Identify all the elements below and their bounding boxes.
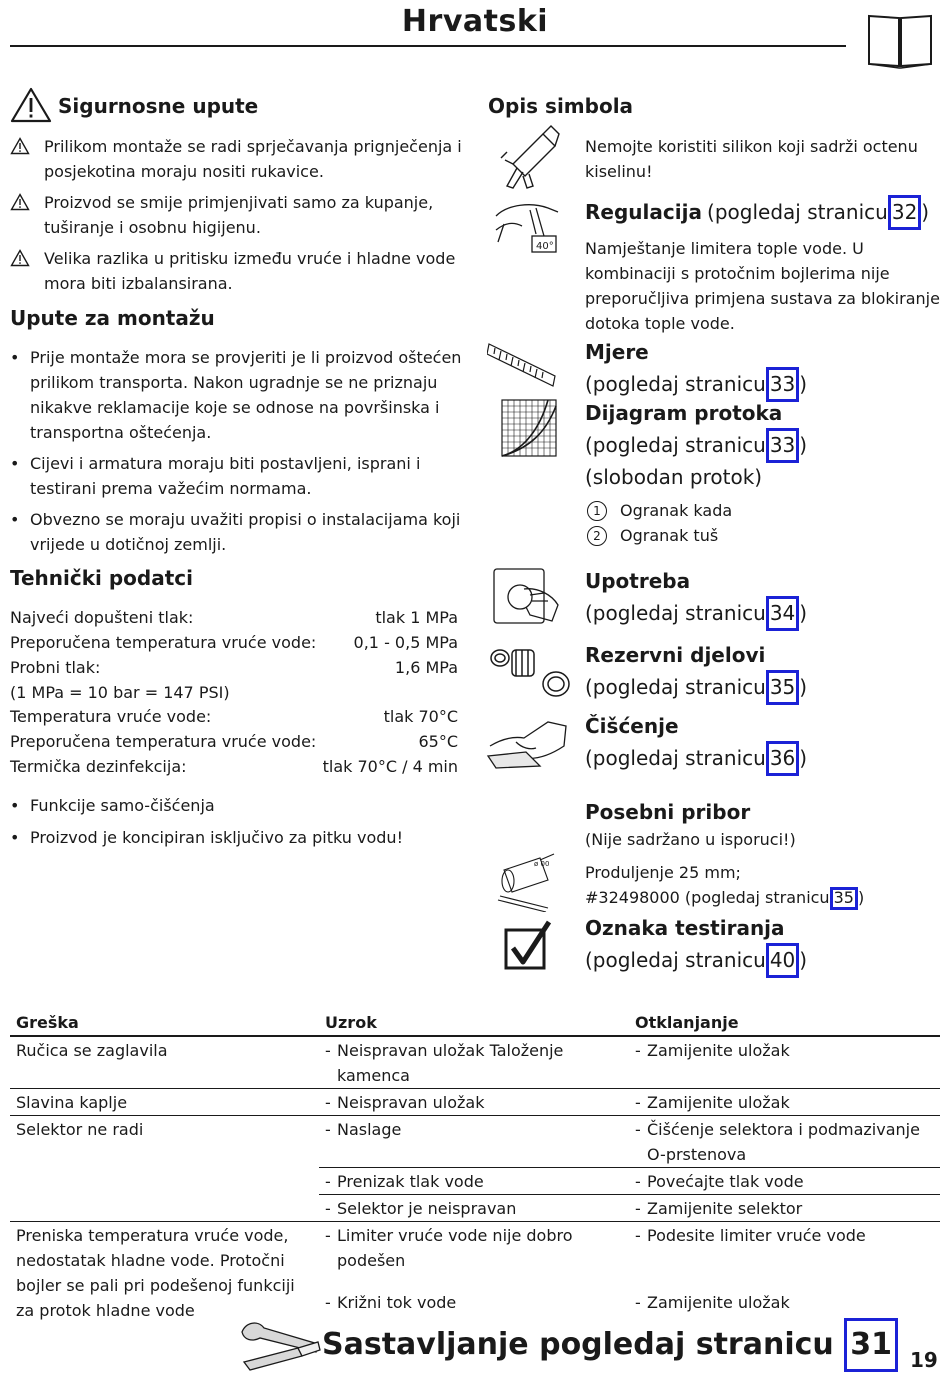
table-row bbox=[10, 1195, 940, 1222]
mounting-heading: Upute za montažu bbox=[10, 306, 215, 330]
cause-text: Prenizak tlak vode bbox=[337, 1172, 484, 1191]
tech-bullet bbox=[10, 825, 465, 850]
spec-value: 0,1 - 0,5 MPa bbox=[353, 633, 458, 652]
mounting-text: Cijevi i armatura moraju biti postavljeni, isprani i testirani prema važećim normama. bbox=[30, 454, 421, 498]
spec-value: tlak 1 MPa bbox=[375, 608, 458, 627]
paren: ) bbox=[799, 372, 808, 396]
fix-text: Zamijenite selektor bbox=[647, 1199, 803, 1218]
warning-small-icon bbox=[10, 190, 44, 240]
safety-heading: Sigurnosne upute bbox=[58, 94, 259, 118]
cause-text: Neispravan uložak bbox=[337, 1093, 485, 1112]
table-row bbox=[10, 1089, 940, 1116]
error-cell: Slavina kaplje bbox=[10, 1089, 319, 1116]
fix-text: Podesite limiter vruće vode bbox=[647, 1226, 866, 1245]
error-cell bbox=[10, 1195, 319, 1222]
error-cell: Selektor ne radi bbox=[10, 1116, 319, 1168]
table-row bbox=[10, 1116, 940, 1168]
table-row bbox=[10, 1036, 940, 1089]
bullet: • bbox=[10, 348, 20, 367]
bullet: • bbox=[10, 510, 20, 529]
branch-label: Ogranak tuš bbox=[620, 526, 719, 545]
spec-label: Preporučena temperatura vruće vode: bbox=[10, 732, 317, 751]
spec-value: tlak 70°C / 4 min bbox=[322, 757, 458, 776]
spec-row bbox=[10, 655, 458, 680]
paren: ) bbox=[799, 601, 808, 625]
page-ref-link[interactable]: 35 bbox=[830, 887, 858, 910]
fix-cell: - Čišćenje selektora i podmazivanje O-prstenova bbox=[629, 1116, 940, 1168]
usage-title: Upotreba bbox=[585, 569, 691, 593]
paren: ) bbox=[799, 433, 808, 457]
error-cell: Preniska temperatura vruće vode, nedostatak hladne vode. Protočni bojler se pali pri podešenoj funkciji za protok hladne vode bbox=[10, 1222, 319, 1324]
regulation-description: Namještanje limitera tople vode. U kombinaciji s protočnim bojlerima nije preporučljiva primjena sustava za blokiranje dotoka tople vode. bbox=[585, 239, 940, 333]
ruler-icon bbox=[487, 340, 557, 394]
mounting-item bbox=[10, 451, 465, 501]
warning-small-icon bbox=[10, 134, 44, 184]
mounting-text: Obvezno se moraju uvažiti propisi o instalacijama koji vrijede u dotičnoj zemlji. bbox=[30, 510, 461, 554]
bullet: • bbox=[10, 828, 20, 847]
spec-row bbox=[10, 704, 458, 729]
safety-item bbox=[10, 134, 465, 184]
usage-block bbox=[585, 567, 807, 631]
cleaning-title: Čišćenje bbox=[585, 714, 679, 738]
mounting-item bbox=[10, 345, 465, 445]
circled-number: 1 bbox=[587, 501, 607, 521]
cleaning-block bbox=[585, 712, 807, 776]
error-cell: Ručica se zaglavila bbox=[16, 1041, 168, 1060]
cause-cell: - Limiter vruće vode nije dobro podešen bbox=[319, 1222, 629, 1289]
safety-text: Prilikom montaže se radi sprječavanja prignječenja i posjekotina moraju nositi rukavice. bbox=[44, 137, 462, 181]
title-rule bbox=[10, 45, 846, 47]
flow-ref: (pogledaj stranicu bbox=[585, 433, 766, 457]
display-value: 40° bbox=[536, 241, 554, 252]
dimensions-title: Mjere bbox=[585, 340, 649, 364]
branch-label: Ogranak kada bbox=[620, 501, 733, 520]
flow-note: (slobodan protok) bbox=[585, 465, 763, 489]
cause-text: Selektor je neispravan bbox=[337, 1199, 517, 1218]
paren: ) bbox=[799, 948, 808, 972]
cause-text: Limiter vruće vode nije dobro podešen bbox=[337, 1226, 573, 1270]
table-header-row bbox=[10, 1010, 940, 1036]
page-ref-link[interactable]: 31 bbox=[844, 1318, 898, 1372]
cause-text: Neispravan uložak Taloženje kamenca bbox=[337, 1041, 564, 1085]
spec-label: Preporučena temperatura vruće vode: bbox=[10, 633, 317, 652]
page-ref-link[interactable]: 33 bbox=[766, 428, 799, 463]
spec-value: 1,6 MPa bbox=[394, 658, 458, 677]
tech-bullet-text: Proizvod je koncipiran isključivo za pitku vodu! bbox=[30, 828, 403, 847]
page-ref-link[interactable]: 36 bbox=[766, 741, 799, 776]
safety-item bbox=[10, 190, 465, 240]
cause-cell: - Neispravan uložak Taloženje kamenca bbox=[319, 1036, 629, 1089]
test-block bbox=[585, 914, 807, 978]
accessory-line2: #32498000 (pogledaj stranicu bbox=[585, 888, 830, 907]
spec-label: Termička dezinfekcija: bbox=[10, 757, 187, 776]
spare-ref: (pogledaj stranicu bbox=[585, 675, 766, 699]
cause-cell: - Selektor je neispravan bbox=[319, 1195, 629, 1222]
fix-cell: - Zamijenite uložak bbox=[629, 1089, 940, 1116]
regulation-ref: (pogledaj stranicu bbox=[707, 200, 888, 224]
paren: ) bbox=[799, 746, 808, 770]
flow-block bbox=[585, 399, 807, 492]
safety-text: Velika razlika u pritisku između vruće i hladne vode mora biti izbalansirana. bbox=[44, 249, 456, 293]
accessory-title: Posebni pribor bbox=[585, 800, 751, 824]
footer-text: Sastavljanje pogledaj stranicu bbox=[322, 1327, 834, 1362]
tech-heading: Tehnički podatci bbox=[10, 566, 193, 590]
troubleshooting-table bbox=[10, 1010, 940, 1323]
silicone-text: Nemojte koristiti silikon koji sadrži octenu kiselinu! bbox=[585, 137, 918, 181]
cause-cell: - Križni tok vode bbox=[319, 1289, 629, 1323]
test-ref: (pogledaj stranicu bbox=[585, 948, 766, 972]
test-title: Oznaka testiranja bbox=[585, 916, 785, 940]
tools-icon bbox=[238, 1318, 322, 1374]
table-row bbox=[10, 1222, 940, 1289]
checkmark-icon bbox=[503, 920, 553, 972]
accessory-line1: Produljenje 25 mm; bbox=[585, 863, 741, 882]
extension-label: ø 00 bbox=[534, 860, 550, 868]
fix-cell: - Povećajte tlak vode bbox=[629, 1168, 940, 1195]
fix-cell: - Zamijenite uložak bbox=[629, 1289, 940, 1323]
fix-cell: - Zamijenite uložak bbox=[629, 1036, 940, 1089]
regulation-title-line bbox=[585, 195, 929, 230]
spare-block bbox=[585, 641, 807, 705]
spec-row bbox=[10, 605, 458, 630]
table-row bbox=[10, 1168, 940, 1195]
page-ref-link[interactable]: 35 bbox=[766, 670, 799, 705]
page-ref-link[interactable]: 40 bbox=[766, 943, 799, 978]
flow-title: Dijagram protoka bbox=[585, 401, 783, 425]
fix-text: Povećajte tlak vode bbox=[647, 1172, 804, 1191]
safety-text: Proizvod se smije primjenjivati samo za kupanje, tuširanje i osobnu higijenu. bbox=[44, 193, 434, 237]
regulation-icon bbox=[492, 196, 564, 258]
spec-row bbox=[10, 680, 458, 705]
tech-bullet bbox=[10, 793, 465, 818]
spec-label: (1 MPa = 10 bar = 147 PSI) bbox=[10, 683, 230, 702]
tech-bullet-text: Funkcije samo-čišćenja bbox=[30, 796, 215, 815]
paren: ) bbox=[799, 675, 808, 699]
fix-text: Zamijenite uložak bbox=[647, 1041, 790, 1060]
fix-text: Čišćenje selektora i podmazivanje O-prstenova bbox=[647, 1120, 920, 1164]
accessory-block bbox=[585, 798, 864, 910]
spec-value: tlak 70°C bbox=[383, 707, 458, 726]
book-icon bbox=[866, 14, 934, 70]
bullet: • bbox=[10, 454, 20, 473]
usage-hand-icon bbox=[490, 565, 562, 627]
spec-label: Temperatura vruće vode: bbox=[10, 707, 212, 726]
spare-title: Rezervni djelovi bbox=[585, 643, 766, 667]
header-fix: Otklanjanje bbox=[629, 1010, 940, 1036]
regulation-title: Regulacija bbox=[585, 200, 702, 224]
fix-cell: - Zamijenite selektor bbox=[629, 1195, 940, 1222]
paren: ) bbox=[857, 888, 865, 907]
footer-title bbox=[322, 1318, 898, 1372]
warning-small-icon bbox=[10, 246, 44, 296]
spec-label: Probni tlak: bbox=[10, 658, 101, 677]
cause-text: Naslage bbox=[337, 1120, 402, 1139]
cause-cell: - Naslage bbox=[319, 1116, 629, 1168]
warning-icon bbox=[10, 87, 52, 123]
usage-ref: (pogledaj stranicu bbox=[585, 601, 766, 625]
extension-part-icon bbox=[494, 850, 564, 912]
header-error: Greška bbox=[10, 1010, 319, 1036]
page-ref-link[interactable]: 32 bbox=[888, 195, 921, 230]
spec-label: Najveći dopušteni tlak: bbox=[10, 608, 194, 627]
branch-item bbox=[587, 523, 718, 548]
header-cause: Uzrok bbox=[319, 1010, 629, 1036]
silicone-gun-icon bbox=[495, 124, 565, 192]
paren: ) bbox=[921, 200, 930, 224]
cause-cell: - Neispravan uložak bbox=[319, 1089, 629, 1116]
fix-cell: - Podesite limiter vruće vode bbox=[629, 1222, 940, 1289]
spec-row bbox=[10, 754, 458, 779]
spare-parts-icon bbox=[488, 640, 572, 700]
cleaning-ref: (pogledaj stranicu bbox=[585, 746, 766, 770]
mounting-text: Prije montaže mora se provjeriti je li proizvod oštećen prilikom transporta. Nakon ugradnje se ne priznaju nikakve reklamacije koje se odnose na površinska i transportna oštećenja. bbox=[30, 348, 462, 442]
page-ref-link[interactable]: 33 bbox=[766, 367, 799, 402]
mounting-item bbox=[10, 507, 465, 557]
safety-item bbox=[10, 246, 465, 296]
cause-cell: - Prenizak tlak vode bbox=[319, 1168, 629, 1195]
error-cell bbox=[10, 1168, 319, 1195]
accessory-note: (Nije sadržano u isporuci!) bbox=[585, 830, 796, 849]
page-title: Hrvatski bbox=[401, 4, 549, 39]
spec-value: 65°C bbox=[418, 732, 458, 751]
fix-text: Zamijenite uložak bbox=[647, 1292, 790, 1312]
spec-row bbox=[10, 729, 458, 754]
symbols-heading: Opis simbola bbox=[488, 94, 634, 118]
cause-text: Križni tok vode bbox=[337, 1292, 457, 1312]
flow-diagram-icon bbox=[500, 398, 558, 458]
cleaning-cloth-icon bbox=[486, 712, 570, 770]
spec-row bbox=[10, 630, 458, 655]
page-ref-link[interactable]: 34 bbox=[766, 596, 799, 631]
bullet: • bbox=[10, 796, 20, 815]
dimensions-ref: (pogledaj stranicu bbox=[585, 372, 766, 396]
fix-text: Zamijenite uložak bbox=[647, 1093, 790, 1112]
page-number: 19 bbox=[910, 1348, 938, 1372]
branch-item bbox=[587, 498, 732, 523]
dimensions-block bbox=[585, 338, 807, 402]
circled-number: 2 bbox=[587, 526, 607, 546]
